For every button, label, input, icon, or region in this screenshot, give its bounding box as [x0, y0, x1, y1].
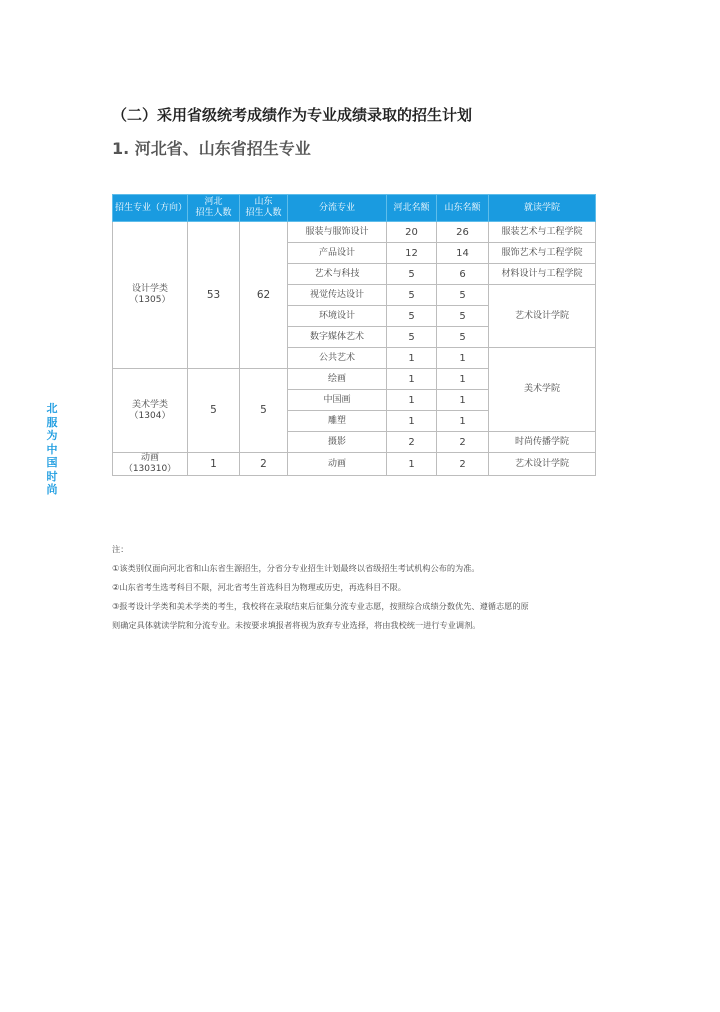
shandong-quota-cell: 2 [437, 453, 489, 476]
branch-cell: 服装与服饰设计 [288, 222, 387, 243]
branch-cell: 绘画 [288, 369, 387, 390]
branch-cell: 数字媒体艺术 [288, 327, 387, 348]
sub-title: 1. 河北省、山东省招生专业 [112, 139, 311, 158]
header-major: 招生专业（方向） [113, 195, 188, 222]
header-college: 就读学院 [489, 195, 596, 222]
branch-cell: 雕塑 [288, 411, 387, 432]
shandong-quota-cell: 1 [437, 390, 489, 411]
header-shandong-quota: 山东名额 [437, 195, 489, 222]
hebei-quota-cell: 1 [387, 453, 437, 476]
hebei-quota-cell: 1 [387, 390, 437, 411]
header-hebei-count: 河北 招生人数 [188, 195, 240, 222]
branch-cell: 动画 [288, 453, 387, 476]
college-cell: 材料设计与工程学院 [489, 264, 596, 285]
shandong-quota-cell: 6 [437, 264, 489, 285]
section-title: （二）采用省级统考成绩作为专业成绩录取的招生计划 [112, 106, 473, 124]
college-cell: 服装艺术与工程学院 [489, 222, 596, 243]
hebei-quota-cell: 20 [387, 222, 437, 243]
shandong-quota-cell: 5 [437, 285, 489, 306]
note-item: ①该类别仅面向河北省和山东省生源招生，分省分专业招生计划最终以省级招生考试机构公布的为准。 [112, 563, 480, 573]
side-slogan: 北服为中国时尚 [46, 402, 58, 496]
note-item: 则确定具体就读学院和分流专业。未按要求填报者将视为放弃专业选择，将由我校统一进行专业调剂。 [112, 620, 481, 630]
hebei-quota-cell: 5 [387, 327, 437, 348]
shandong-quota-cell: 1 [437, 369, 489, 390]
major-cell: 动画 （130310） [113, 453, 188, 476]
shandong-quota-cell: 5 [437, 327, 489, 348]
shandong-count-cell: 62 [240, 222, 288, 369]
branch-cell: 视觉传达设计 [288, 285, 387, 306]
branch-cell: 环境设计 [288, 306, 387, 327]
branch-cell: 艺术与科技 [288, 264, 387, 285]
college-cell: 服饰艺术与工程学院 [489, 243, 596, 264]
header-branch: 分流专业 [288, 195, 387, 222]
shandong-quota-cell: 14 [437, 243, 489, 264]
notes-section [112, 540, 612, 635]
shandong-quota-cell: 26 [437, 222, 489, 243]
major-cell: 美术学类 （1304） [113, 369, 188, 453]
shandong-count-cell: 5 [240, 369, 288, 453]
college-cell: 艺术设计学院 [489, 453, 596, 476]
hebei-quota-cell: 5 [387, 285, 437, 306]
note-item: ③报考设计学类和美术学类的考生，我校将在录取结束后征集分流专业志愿，按照综合成绩分数优先、遵循志愿的原 [112, 601, 529, 611]
branch-cell: 摄影 [288, 432, 387, 453]
college-cell: 时尚传播学院 [489, 432, 596, 453]
table-header-row [113, 195, 596, 222]
hebei-count-cell: 1 [188, 453, 240, 476]
branch-cell: 中国画 [288, 390, 387, 411]
header-shandong-count: 山东 招生人数 [240, 195, 288, 222]
branch-cell: 产品设计 [288, 243, 387, 264]
hebei-quota-cell: 1 [387, 369, 437, 390]
hebei-quota-cell: 2 [387, 432, 437, 453]
college-cell: 艺术设计学院 [489, 285, 596, 348]
hebei-count-cell: 53 [188, 222, 240, 369]
hebei-count-cell: 5 [188, 369, 240, 453]
shandong-quota-cell: 2 [437, 432, 489, 453]
table-row [113, 453, 596, 476]
header-hebei-quota: 河北名额 [387, 195, 437, 222]
hebei-quota-cell: 1 [387, 411, 437, 432]
shandong-quota-cell: 5 [437, 306, 489, 327]
shandong-quota-cell: 1 [437, 411, 489, 432]
shandong-count-cell: 2 [240, 453, 288, 476]
college-cell: 美术学院 [489, 348, 596, 432]
hebei-quota-cell: 12 [387, 243, 437, 264]
notes-title: 注： [112, 544, 129, 554]
note-item: ②山东省考生选考科目不限，河北省考生首选科目为物理或历史，再选科目不限。 [112, 582, 406, 592]
branch-cell: 公共艺术 [288, 348, 387, 369]
hebei-quota-cell: 1 [387, 348, 437, 369]
hebei-quota-cell: 5 [387, 264, 437, 285]
table-row [113, 222, 596, 243]
hebei-quota-cell: 5 [387, 306, 437, 327]
enrollment-plan-table [112, 194, 596, 476]
major-cell: 设计学类 （1305） [113, 222, 188, 369]
shandong-quota-cell: 1 [437, 348, 489, 369]
